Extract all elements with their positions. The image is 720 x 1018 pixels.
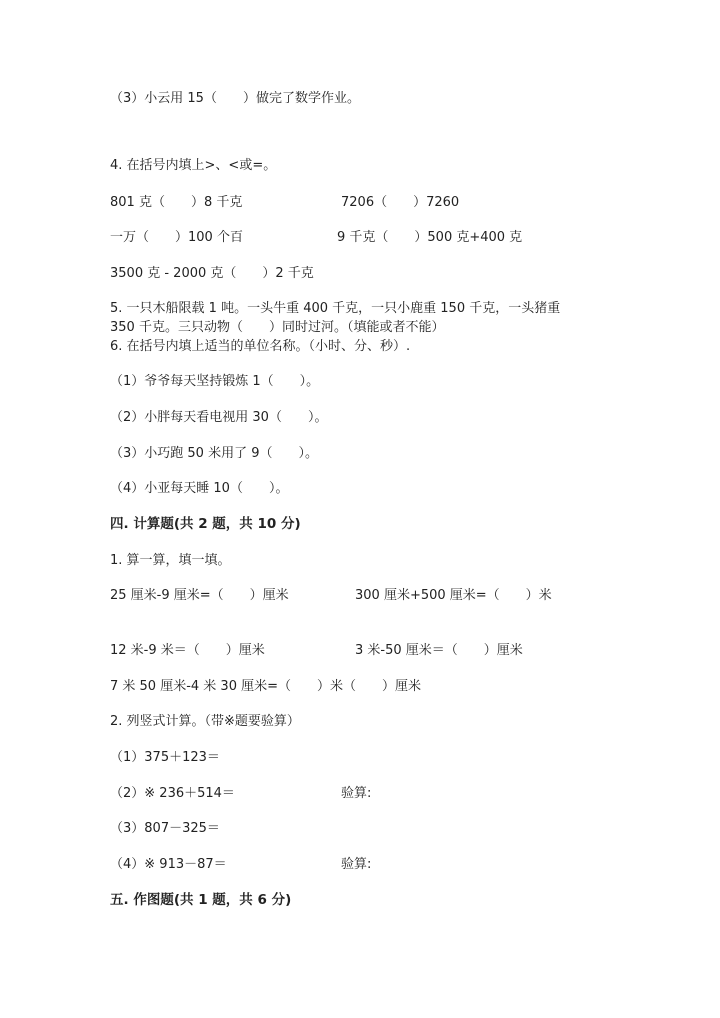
q6-item-2: （2）小胖每天看电视用 30（ ）。 (110, 410, 328, 425)
s4-q1-row1-left: 25 厘米-9 厘米=（ ）厘米 (110, 588, 289, 603)
question-5-line1: 5. 一只木船限载 1 吨。一头牛重 400 千克，一只小鹿重 150 千克，一头猪重 (110, 301, 561, 316)
s4-q1-row2-left: 12 米-9 米＝（ ）厘米 (110, 643, 265, 658)
s4-q1-row3: 7 米 50 厘米-4 米 30 厘米=（ ）米（ ）厘米 (110, 679, 422, 694)
q4-row1-right: 7206（ ）7260 (341, 195, 460, 210)
s4-q1-row2-right: 3 米-50 厘米＝（ ）厘米 (355, 643, 523, 658)
calc-2-check-label: 验算: (341, 786, 372, 801)
q6-item-3: （3）小巧跑 50 米用了 9（ ）。 (110, 446, 318, 461)
q4-row2-right: 9 千克（ ）500 克+400 克 (337, 230, 523, 245)
question-3-3: （3）小云用 15（ ）做完了数学作业。 (110, 91, 360, 106)
s4-question-2-title: 2. 列竖式计算。（带※题要验算） (110, 714, 300, 729)
q4-row1-left: 801 克（ ）8 千克 (110, 195, 243, 210)
q6-item-1: （1）爷爷每天坚持锻炼 1（ ）。 (110, 374, 320, 389)
question-4-title: 4. 在括号内填上>、<或=。 (110, 158, 277, 173)
calc-2: （2）※ 236＋514＝ (110, 786, 235, 801)
question-6-title: 6. 在括号内填上适当的单位名称。（小时、分、秒）. (110, 339, 411, 354)
calc-3: （3）807－325＝ (110, 821, 220, 836)
calc-4: （4）※ 913－87＝ (110, 857, 227, 872)
calc-4-check-label: 验算: (341, 857, 372, 872)
question-5-line2: 350 千克。三只动物（ ）同时过河。（填能或者不能） (110, 320, 445, 335)
s4-q1-row1-right: 300 厘米+500 厘米=（ ）米 (355, 588, 552, 603)
s4-question-1-title: 1. 算一算，填一填。 (110, 553, 231, 568)
calc-1: （1）375＋123＝ (110, 750, 220, 765)
section-5-heading: 五. 作图题(共 1 题，共 6 分) (110, 892, 292, 908)
q4-row3-left: 3500 克 - 2000 克（ ）2 千克 (110, 266, 314, 281)
q6-item-4: （4）小亚每天睡 10（ ）。 (110, 481, 289, 496)
section-4-heading: 四. 计算题(共 2 题，共 10 分) (110, 516, 301, 532)
q4-row2-left: 一万（ ）100 个百 (110, 230, 243, 245)
